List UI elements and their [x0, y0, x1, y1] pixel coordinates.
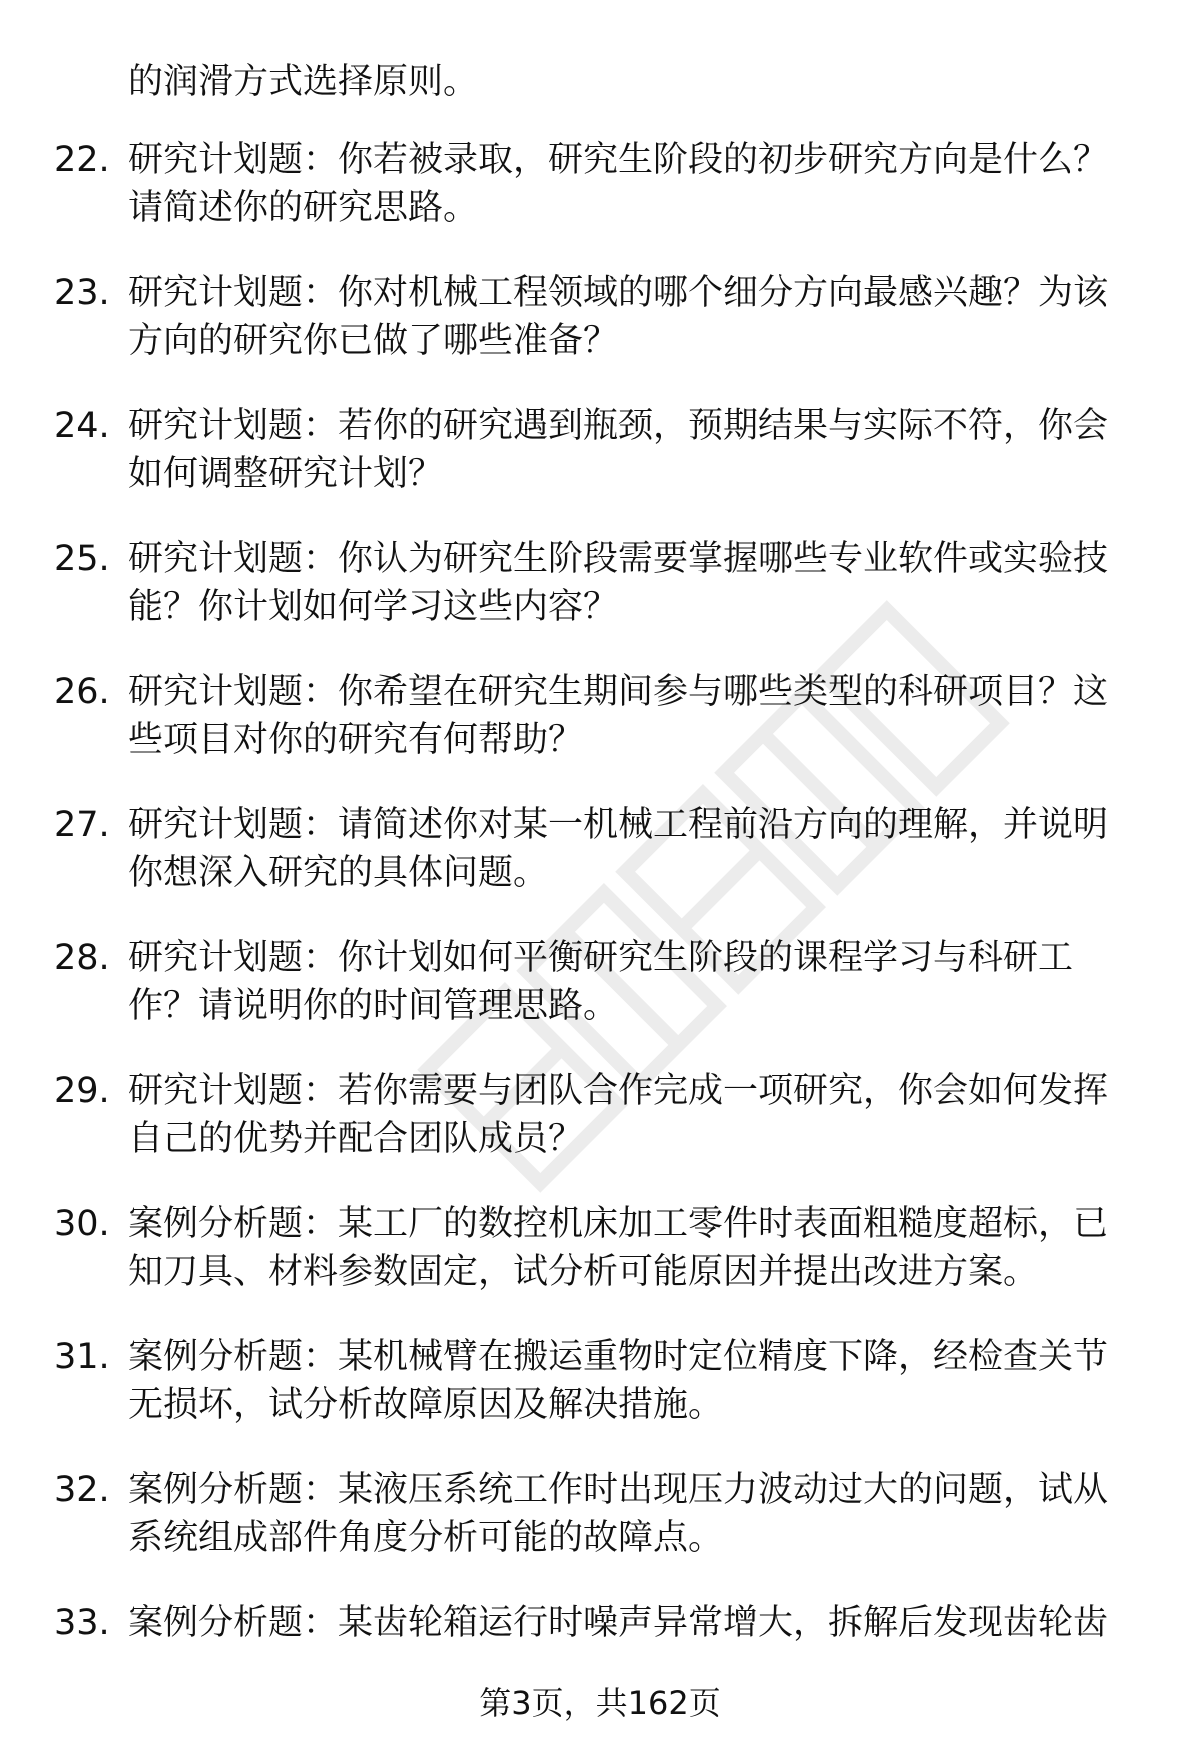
question-text-line1: 研究计划题：若你需要与团队合作完成一项研究，你会如何发挥	[128, 1071, 1109, 1111]
question-text-line2: 如何调整研究计划？	[128, 454, 444, 494]
question-text-line2: 请简述你的研究思路。	[128, 188, 479, 228]
question-text-line1: 研究计划题：若你的研究遇到瓶颈，预期结果与实际不符，你会	[128, 406, 1109, 446]
question-item	[0, 668, 1200, 801]
question-text-line1: 研究计划题：请简述你对某一机械工程前沿方向的理解，并说明	[128, 805, 1109, 845]
question-number: 32.	[54, 1470, 110, 1510]
question-text-line2: 知刀具、材料参数固定，试分析可能原因并提出改进方案。	[128, 1252, 1039, 1292]
question-text-line2: 能？你计划如何学习这些内容？	[128, 587, 619, 627]
question-number: 25.	[54, 539, 110, 579]
question-text-line1: 案例分析题：某液压系统工作时出现压力波动过大的问题，试从	[128, 1470, 1109, 1510]
question-number: 31.	[54, 1337, 110, 1377]
question-number: 30.	[54, 1204, 110, 1244]
question-text-line2: 无损坏，试分析故障原因及解决措施。	[128, 1385, 724, 1425]
question-item	[0, 136, 1200, 269]
question-text-line1: 案例分析题：某机械臂在搬运重物时定位精度下降，经检查关节	[128, 1337, 1109, 1377]
question-item	[0, 402, 1200, 535]
question-text-line2: 自己的优势并配合团队成员？	[128, 1119, 584, 1159]
question-item	[0, 1333, 1200, 1466]
question-item	[0, 1466, 1200, 1599]
question-item	[0, 535, 1200, 668]
question-number: 28.	[54, 938, 110, 978]
question-text-line1: 研究计划题：你希望在研究生期间参与哪些类型的科研项目？这	[128, 672, 1109, 712]
question-text-line2: 你想深入研究的具体问题。	[128, 853, 549, 893]
question-number: 33.	[54, 1603, 110, 1643]
question-text-line1: 案例分析题：某工厂的数控机床加工零件时表面粗糙度超标，已	[128, 1204, 1109, 1244]
question-text-line2: 系统组成部件角度分析可能的故障点。	[128, 1518, 724, 1558]
question-text-line1: 案例分析题：某齿轮箱运行时噪声异常增大，拆解后发现齿轮齿	[128, 1603, 1109, 1643]
question-text-line1: 研究计划题：你对机械工程领域的哪个细分方向最感兴趣？为该	[128, 273, 1109, 313]
question-number: 26.	[54, 672, 110, 712]
question-text-line2: 些项目对你的研究有何帮助？	[128, 720, 584, 760]
question-list	[0, 136, 1200, 1732]
question-item	[0, 269, 1200, 402]
question-text-line1: 研究计划题：你计划如何平衡研究生阶段的课程学习与科研工	[128, 938, 1074, 978]
question-number: 24.	[54, 406, 110, 446]
question-text-line2: 作？请说明你的时间管理思路。	[128, 986, 619, 1026]
question-text-line1: 研究计划题：你若被录取，研究生阶段的初步研究方向是什么？	[128, 140, 1109, 180]
question-text-line1: 研究计划题：你认为研究生阶段需要掌握哪些专业软件或实验技	[128, 539, 1109, 579]
question-item	[0, 1067, 1200, 1200]
question-item	[0, 801, 1200, 934]
page-number-footer: 第3页，共162页	[479, 1684, 721, 1722]
question-number: 29.	[54, 1071, 110, 1111]
question-number: 27.	[54, 805, 110, 845]
question-text-line2: 方向的研究你已做了哪些准备？	[128, 321, 619, 361]
continuation-text: 的润滑方式选择原则。	[128, 62, 479, 102]
question-number: 23.	[54, 273, 110, 313]
question-item	[0, 934, 1200, 1067]
question-item	[0, 1200, 1200, 1333]
question-number: 22.	[54, 140, 110, 180]
